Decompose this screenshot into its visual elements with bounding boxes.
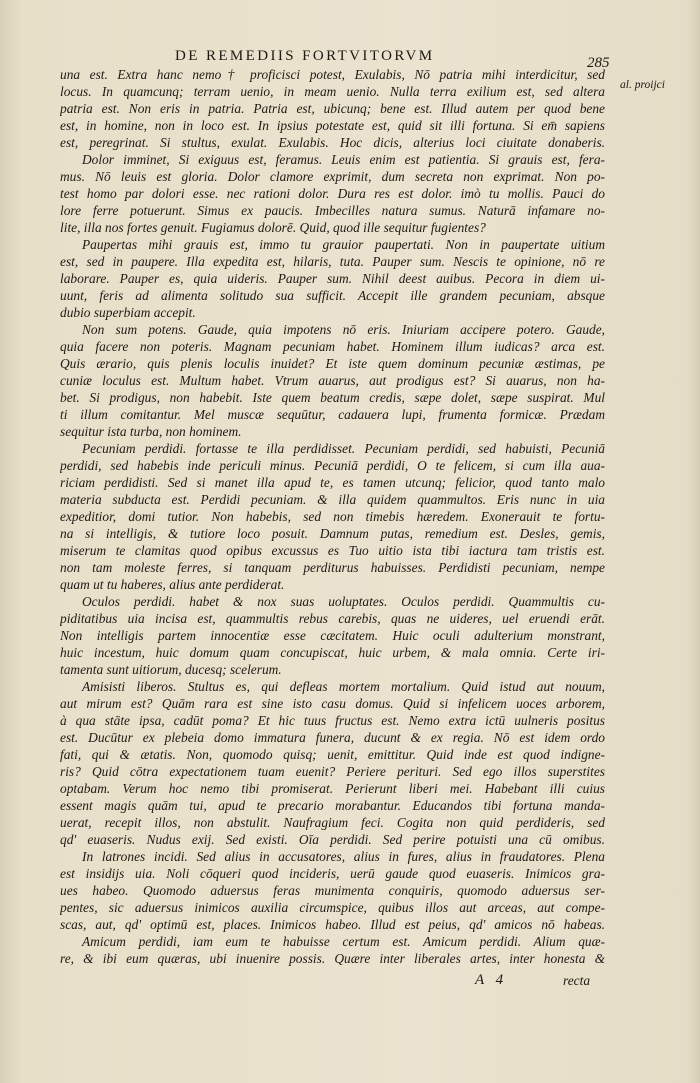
text-line: In latrones incidi. Sed alius in accusatores, alius in fures, alius in fraudatores. Plena	[82, 849, 605, 864]
text-line: laborare. Pauper es, quia uideris. Pauper sum. Nihil deest auibus. Pecora in diem ui-	[60, 271, 605, 286]
text-line: Pecuniam perdidi. fortasse te illa perdidisset. Pecuniam perdidi, sed habuisti, Pecuniā	[82, 441, 605, 456]
text-line: Non sum potens. Gaude, quia impotens nō eris. Iniuriam accipere potero. Gaude,	[82, 322, 605, 337]
text-line: est insidijs uia. Noli cōqueri quod incideris, uerū gaude quod euaseris. Inimicos gra-	[60, 866, 605, 881]
text-line: qd' euaseris. Nudus exij. Sed existi. Oīa perdidi. Sed perire potuisti una cū omibus.	[60, 832, 605, 847]
text-line: perdidi, sed habebis inde periculi minus. Pecuniā perdidi, O te felicem, si cum illa aua-	[60, 458, 605, 473]
marginal-note: al. proijci	[620, 79, 665, 91]
text-line: Oculos perdidi. habet & nox suas uoluptates. Oculos perdidi. Quammultis cu-	[82, 594, 605, 609]
text-line: essent magis quām tui, apud te precario morabantur. Educandos tibi fortuna manda-	[60, 798, 605, 813]
text-line: materia subducta est. Perdidi pecuniam. & illa quidem quammultos. Eris nunc in uia	[60, 492, 605, 507]
text-line: est. Ducūtur ex plebeia domo immatura funera, ducunt & ex regia. Nō est idem ordo	[60, 730, 605, 745]
text-line: una est. Extra hanc nemo† proficisci potest, Exulabis, Nō patria mihi interdicitur, sed	[60, 67, 605, 82]
text-line: est, in homine, non in loco est. In ipsius potestate est, quid sit illi fortuna. Si em̄ sapiens	[60, 118, 605, 133]
text-line: uerat, recepit illos, non abstulit. Naufragium feci. Cogita non quid perdideris, sed	[60, 815, 605, 830]
text-line: dubio superbiam accepit.	[60, 305, 196, 320]
text-line: à qua stāte ipsa, cadūt poma? Et hic tuus fructus est. Nemo extra ictū uulneris positus	[60, 713, 605, 728]
text-line: quia facere non poteris. Magnam pecuniam habet. Hominem illum iudicas? arca est.	[60, 339, 605, 354]
text-line: patria est. Non eris in patria. Patria est, ubicunq; bene est. Illud autem per quod bene	[60, 101, 605, 116]
text-line: fati, qui & ætatis. Non, quomodo quisq; uenit, emittitur. Quid inde est quod indigne-	[60, 747, 605, 762]
text-line: huic incestum, huic domum quam concupiscat, huic urbem, & mala omnia. Certe iri-	[60, 645, 605, 660]
text-line: re, & ibi eum quæras, ubi inuenire possis. Quære inter liberales artes, inter honesta &	[60, 951, 605, 966]
text-line: Dolor imminet, Si exiguus est, feramus. Leuis enim est patientia. Si grauis est, fera-	[82, 152, 605, 167]
running-title: DE REMEDIIS FORTVITORVM	[175, 48, 435, 64]
signature-mark: A 4	[475, 972, 508, 988]
text-line: optabam. Verum hoc nemo tibi promiserat. Perierunt liberi mei. Habebant illi cuius	[60, 781, 605, 796]
text-line: non tam moleste ferres, si tanquam perditurus habuisses. Perdidisti pecuniam, nempe	[60, 560, 605, 575]
text-line: Amicum perdidi, iam eum te habuisse certum est. Amicum perdidi. Alium quæ-	[82, 934, 605, 949]
text-line: scas, aut, qd' optimū est, places. Inimicos habeo. Illud est peius, qd' amicos nō habeas.	[60, 917, 605, 932]
text-line: sequitur ista turba, non hominem.	[60, 424, 242, 439]
text-line: Non intelligis partem innocentiæ esse cæcitatem. Huic oculi adulterium monstrant,	[60, 628, 605, 643]
text-line: lite, illa nos fortes genuit. Fugiamus dolorē. Quid, quod ille sequitur fugientes?	[60, 220, 486, 235]
text-line: lore ferre potuerunt. Simus ex paucis. Imbecilles natura sumus. Naturā infamare no-	[60, 203, 605, 218]
catchword: recta	[563, 973, 591, 988]
text-line: cuniæ loculus est. Multum habet. Vtrum auarus, aut prodigus est? Si auarus, non ha-	[60, 373, 605, 388]
body-text	[60, 66, 605, 967]
text-line: tamenta sunt uitiorum, ducesq; scelerum.	[60, 662, 282, 677]
folio-number: 285	[587, 55, 610, 71]
text-line: pentes, sic aduersus inimicos auxilia circumspice, quibus illos aut arceas, aut compe-	[60, 900, 605, 915]
text-line: est, sed in paupere. Illa expedita est, hilaris, tuta. Pauper sum. Nescis te opinione, nō re	[60, 254, 605, 269]
text-line: riciam perdidisti. Sed si manet illa apud te, es tamen utcunq; felicior, quod tanto malo	[60, 475, 605, 490]
text-line: miserum te clamitas quod opibus excussus es Tuo uitio ista tibi iactura tam tristis est.	[60, 543, 605, 558]
text-line: ti illum comitantur. Mel muscæ sequūtur, cadauera lupi, frumenta formicæ. Prædam	[60, 407, 605, 422]
text-line: piditatibus uia incisa est, quammultis rebus carebis, quas ne uideres, uel eruendi erāt.	[60, 611, 605, 626]
text-line: na si intelligis, & tutiore loco posuit. Damnum putas, remedium est. Desles, gemis,	[60, 526, 605, 541]
text-line: ues habeo. Quomodo aduersus feras munimenta conquiris, quomodo aduersus ser-	[60, 883, 605, 898]
text-line: quam ut tu haberes, alius ante perdiderat.	[60, 577, 285, 592]
text-line: Quis ærario, quis plenis loculis inuidet? Et iste quem dominum pecuniæ æstimas, pe	[60, 356, 605, 371]
text-line: expeditior, domi tutior. Non habebis, sed non timebis hæredem. Exonerauit te fortu-	[60, 509, 605, 524]
text-line: ris? Quid cōtra expectationem tuam euenit? Periere perituri. Sed ego illos superstites	[60, 764, 605, 779]
text-line: uunt, feris ad alimenta solitudo sua sufficit. Accepit ille grandem pecuniam, absque	[60, 288, 605, 303]
text-line: Amisisti liberos. Stultus es, qui defleas mortem mortalium. Quid istud aut nouum,	[82, 679, 605, 694]
text-line: mus. Nō leuis est gloria. Dolor clamore exprimit, dum secreta non exprimat. Non po-	[60, 169, 605, 184]
text-line: locus. In quamcunq; terram uenio, in meam uenio. Nulla terra exilium est, sed altera	[60, 84, 605, 99]
text-line: aut mirum est? Quām rara est sine isto casu domus. Quid si infelicem uoces arborem,	[60, 696, 605, 711]
text-line: est, peregrinat. Si stultus, exulat. Exulabis. Hoc dicis, alterius loci ciuitate donaberis.	[60, 135, 605, 150]
text-line: test homo par dolori esse. nec rationi dolor. Dura res est dolor. imò tu mollis. Pauci do	[60, 186, 605, 201]
page-edge	[686, 0, 700, 1083]
text-line: Paupertas mihi grauis est, immo tu grauior paupertati. Non in paupertate uitium	[82, 237, 605, 252]
text-line: bet. Si prodigus, non habebit. Iste quem beatum credis, sæpe dolet, sæpe suspirat. Mul	[60, 390, 605, 405]
